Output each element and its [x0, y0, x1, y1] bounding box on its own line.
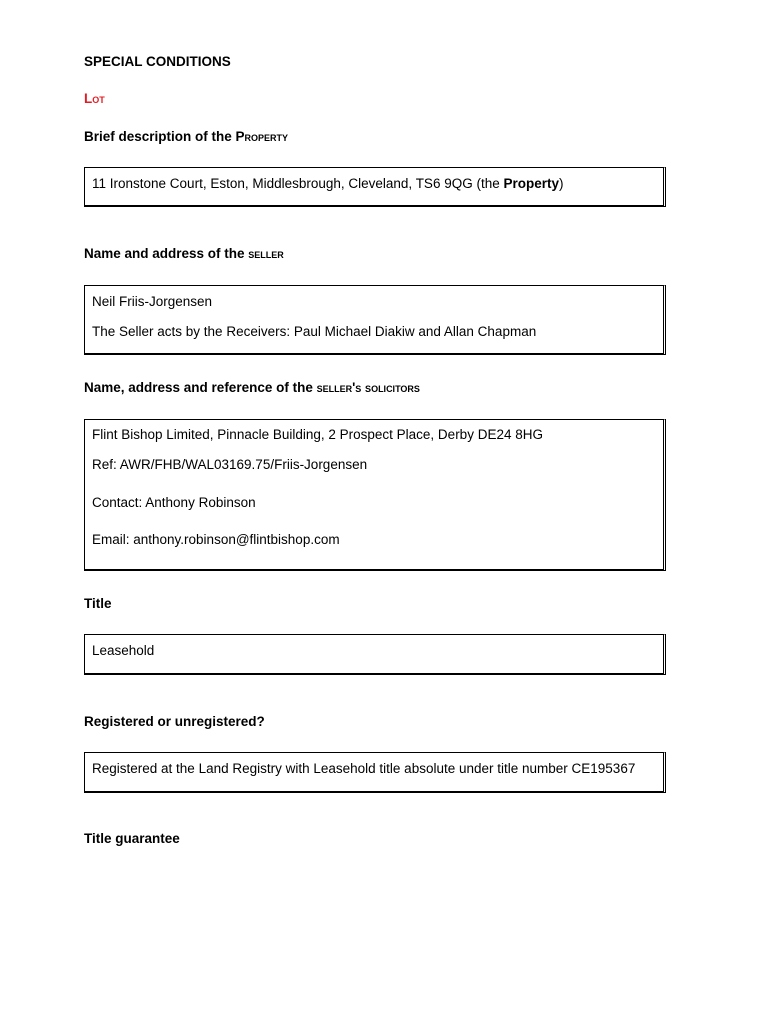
- solicitors-address: Flint Bishop Limited, Pinnacle Building, 2 Prospect Place, Derby DE24 8HG: [92, 427, 543, 442]
- registration-value: Registered at the Land Registry with Leasehold title absolute under title number CE195367: [92, 761, 636, 776]
- property-heading-text: Brief description of the: [84, 129, 236, 144]
- solicitors-contact: Contact: Anthony Robinson: [92, 495, 256, 510]
- seller-name: Neil Friis-Jorgensen: [92, 294, 213, 309]
- property-description: [92, 176, 564, 192]
- property-heading-term: Property: [235, 129, 289, 144]
- property-text-before: 11 Ironstone Court, Eston, Middlesbrough, Cleveland, TS6 9QG (the: [92, 176, 504, 191]
- property-text-bold: Property: [503, 176, 560, 191]
- property-heading: [84, 129, 288, 145]
- document-title: SPECIAL CONDITIONS: [84, 54, 231, 69]
- registration-heading: Registered or unregistered?: [84, 714, 265, 729]
- property-text-after: ): [559, 176, 564, 191]
- seller-heading-text: Name and address of the: [84, 246, 249, 261]
- title-heading: Title: [84, 596, 112, 611]
- solicitors-heading: [84, 380, 420, 396]
- solicitors-box: [84, 419, 666, 571]
- solicitors-reference: Ref: AWR/FHB/WAL03169.75/Friis-Jorgensen: [92, 457, 368, 472]
- seller-receivers: The Seller acts by the Receivers: Paul Michael Diakiw and Allan Chapman: [92, 324, 537, 339]
- property-box: [84, 167, 666, 207]
- solicitors-email: Email: anthony.robinson@flintbishop.com: [92, 532, 340, 547]
- solicitors-heading-text: Name, address and reference of the: [84, 380, 317, 395]
- seller-heading: [84, 246, 284, 262]
- solicitors-heading-term: seller's solicitors: [316, 380, 420, 395]
- seller-heading-term: seller: [248, 246, 284, 261]
- title-box: [84, 634, 666, 675]
- lot-label: Lot: [84, 91, 105, 106]
- title-value: Leasehold: [92, 643, 155, 658]
- seller-box: [84, 285, 666, 355]
- guarantee-heading: Title guarantee: [84, 831, 180, 846]
- registration-box: [84, 752, 666, 793]
